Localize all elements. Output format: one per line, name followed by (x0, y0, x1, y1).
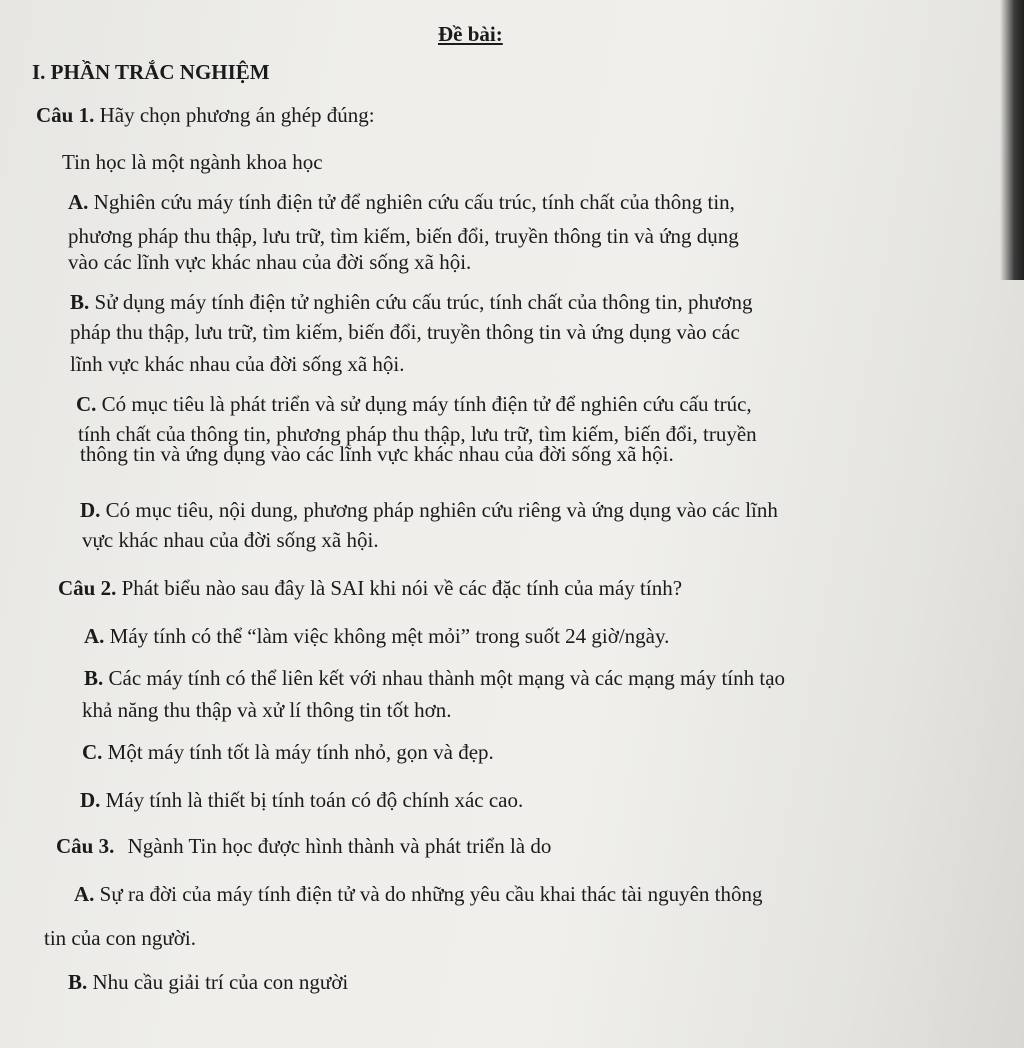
question-3-text: Ngành Tin học được hình thành và phát triển là do (127, 834, 552, 858)
question-2-option-b (84, 668, 785, 689)
option-text: Nhu cầu giải trí của con người (92, 970, 349, 994)
question-1-option-d (80, 500, 778, 521)
question-2-option-d (80, 790, 523, 811)
question-1-label: Câu 1. (36, 103, 95, 127)
question-1-stem: Tin học là một ngành khoa học (62, 150, 323, 174)
question-2-option-c (82, 742, 494, 763)
option-label: B. (70, 290, 90, 314)
option-label: D. (80, 498, 101, 522)
question-1-option-a (68, 192, 735, 213)
question-1-option-c (76, 394, 752, 415)
question-1-option-a-line-2: phương pháp thu thập, lưu trữ, tìm kiếm, biến đổi, truyền thông tin và ứng dụng (68, 224, 739, 248)
option-label: B. (68, 970, 88, 994)
question-3 (56, 836, 551, 857)
question-2 (58, 578, 682, 599)
document-title: Đề bài: (438, 22, 503, 46)
option-text: Sử dụng máy tính điện tử nghiên cứu cấu trúc, tính chất của thông tin, phương (94, 290, 753, 314)
option-text: Sự ra đời của máy tính điện tử và do những yêu cầu khai thác tài nguyên thông (99, 882, 763, 906)
question-2-option-a (84, 626, 669, 647)
question-2-text: Phát biểu nào sau đây là SAI khi nói về các đặc tính của máy tính? (121, 576, 683, 600)
question-3-option-a-line-2: tin của con người. (44, 926, 196, 950)
question-1-option-c-line-3: thông tin và ứng dụng vào các lĩnh vực khác nhau của đời sống xã hội. (80, 442, 674, 466)
option-label: C. (76, 392, 97, 416)
question-1-option-b-line-2: pháp thu thập, lưu trữ, tìm kiếm, biến đổi, truyền thông tin và ứng dụng vào các (70, 320, 740, 344)
option-text: Các máy tính có thể liên kết với nhau thành một mạng và các mạng máy tính tạo (108, 666, 786, 690)
question-1-option-c-line-2: tính chất của thông tin, phương pháp thu thập, lưu trữ, tìm kiếm, biến đổi, truyền (78, 422, 757, 446)
option-label: A. (74, 882, 95, 906)
option-label: A. (68, 190, 89, 214)
question-1 (36, 105, 375, 126)
question-1-option-a-line-3: vào các lĩnh vực khác nhau của đời sống xã hội. (68, 250, 472, 274)
question-2-label: Câu 2. (58, 576, 117, 600)
option-label: A. (84, 624, 105, 648)
option-label: C. (82, 740, 103, 764)
question-3-option-a (74, 884, 763, 905)
option-label: B. (84, 666, 104, 690)
option-text: Có mục tiêu, nội dung, phương pháp nghiên cứu riêng và ứng dụng vào các lĩnh (105, 498, 778, 522)
option-label: D. (80, 788, 101, 812)
question-1-text: Hãy chọn phương án ghép đúng: (99, 103, 375, 127)
question-1-option-b (70, 292, 752, 313)
option-text: Máy tính là thiết bị tính toán có độ chính xác cao. (105, 788, 524, 812)
question-3-label: Câu 3. (56, 834, 115, 858)
question-2-option-b-line-2: khả năng thu thập và xử lí thông tin tốt hơn. (82, 698, 452, 722)
option-text: Có mục tiêu là phát triển và sử dụng máy tính điện tử để nghiên cứu cấu trúc, (101, 392, 752, 416)
option-text: Nghiên cứu máy tính điện tử để nghiên cứu cấu trúc, tính chất của thông tin, (93, 190, 735, 214)
question-1-option-b-line-3: lĩnh vực khác nhau của đời sống xã hội. (70, 352, 405, 376)
question-3-option-b (68, 972, 348, 993)
section-heading: I. PHẦN TRẮC NGHIỆM (32, 60, 270, 84)
option-text: Một máy tính tốt là máy tính nhỏ, gọn và đẹp. (107, 740, 494, 764)
option-text: Máy tính có thể “làm việc không mệt mỏi” trong suốt 24 giờ/ngày. (109, 624, 670, 648)
question-1-option-d-line-2: vực khác nhau của đời sống xã hội. (82, 528, 379, 552)
